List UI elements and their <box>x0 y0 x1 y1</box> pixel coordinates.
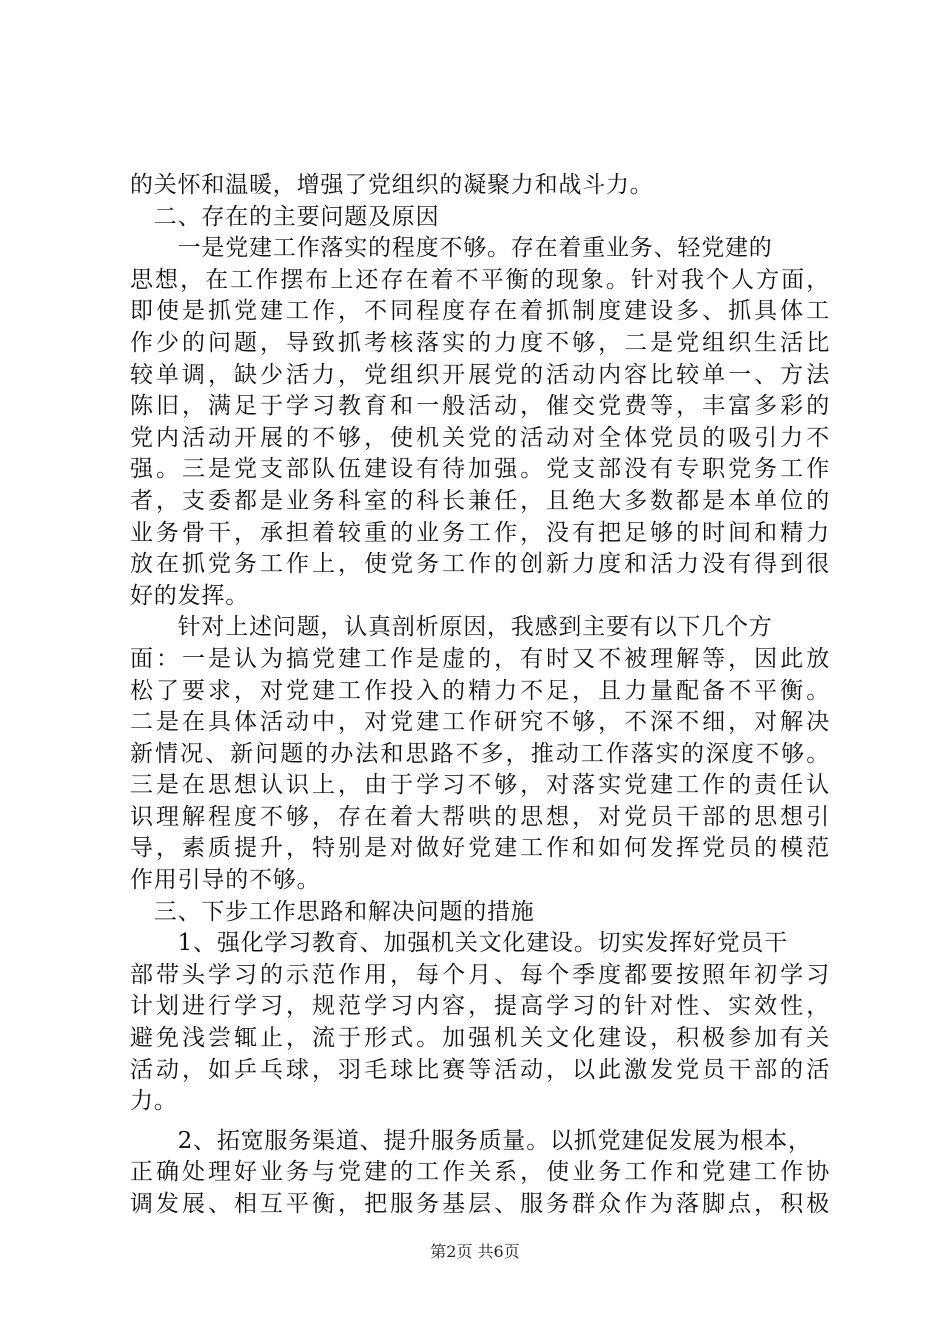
text-line: 松了要求，对党建工作投入的精力不足，且力量配备不平衡。 <box>130 677 830 704</box>
text-line: 放在抓党务工作上，使党务工作的创新力度和活力没有得到很 <box>130 551 830 578</box>
section-heading: 二、存在的主要问题及原因 <box>130 203 440 230</box>
text-line: 陈旧，满足于学习教育和一般活动，催交党费等，丰富多彩的 <box>130 393 830 420</box>
page-number-footer: 第2页 共6页 <box>430 1242 520 1261</box>
text-line: 力。 <box>130 1088 178 1115</box>
text-line: 较单调，缺少活力，党组织开展党的活动内容比较单一、方法 <box>130 361 830 388</box>
text-line: 导，素质提升，特别是对做好党建工作和如何发挥党员的模范 <box>130 835 830 862</box>
text-line: 避免浅尝辄止，流于形式。加强机关文化建设，积极参加有关 <box>130 1025 830 1052</box>
text-line: 二是在具体活动中，对党建工作研究不够，不深不细，对解决 <box>130 709 830 736</box>
text-line: 作用引导的不够。 <box>130 867 321 894</box>
text-line: 部带头学习的示范作用，每个月、每个季度都要按照年初学习 <box>130 961 830 988</box>
text-line: 面：一是认为搞党建工作是虚的，有时又不被理解等，因此放 <box>130 645 830 672</box>
text-line: 正确处理好业务与党建的工作关系，使业务工作和党建工作协 <box>130 1159 830 1186</box>
document-body <box>130 170 830 1221</box>
text-line: 2、拓宽服务渠道、提升服务质量。以抓党建促发展为根本， <box>130 1127 812 1154</box>
text-line: 针对上述问题，认真剖析原因，我感到主要有以下几个方 <box>130 614 773 641</box>
text-line: 者，支委都是业务科室的科长兼任，且绝大多数都是本单位的 <box>130 487 830 514</box>
text-line: 一是党建工作落实的程度不够。存在着重业务、轻党建的 <box>130 235 773 262</box>
text-line: 1、强化学习教育、加强机关文化建设。切实发挥好党员干 <box>130 930 789 957</box>
text-line: 业务骨干，承担着较重的业务工作，没有把足够的时间和精力 <box>130 519 830 546</box>
text-line: 思想，在工作摆布上还存在着不平衡的现象。针对我个人方面， <box>130 266 830 293</box>
text-line: 调发展、相互平衡，把服务基层、服务群众作为落脚点，积极 <box>130 1191 830 1217</box>
text-line: 即使是抓党建工作，不同程度存在着抓制度建设多、抓具体工 <box>130 298 830 325</box>
text-line: 的关怀和温暖，增强了党组织的凝聚力和战斗力。 <box>130 172 654 198</box>
text-line: 强。三是党支部队伍建设有待加强。党支部没有专职党务工作 <box>130 456 830 483</box>
text-line: 识理解程度不够，存在着大帮哄的思想，对党员干部的思想引 <box>130 803 830 830</box>
text-line: 党内活动开展的不够，使机关党的活动对全体党员的吸引力不 <box>130 424 830 451</box>
text-line: 作少的问题，导致抓考核落实的力度不够，二是党组织生活比 <box>130 329 830 356</box>
text-line: 好的发挥。 <box>130 582 249 609</box>
text-line: 活动，如乒乓球，羽毛球比赛等活动，以此激发党员干部的活 <box>130 1056 830 1083</box>
section-heading: 三、下步工作思路和解决问题的措施 <box>130 898 535 925</box>
text-line: 计划进行学习，规范学习内容，提高学习的针对性、实效性， <box>130 993 830 1020</box>
text-line: 三是在思想认识上，由于学习不够，对落实党建工作的责任认 <box>130 772 830 799</box>
text-line: 新情况、新问题的办法和思路不多，推动工作落实的深度不够。 <box>130 740 830 767</box>
